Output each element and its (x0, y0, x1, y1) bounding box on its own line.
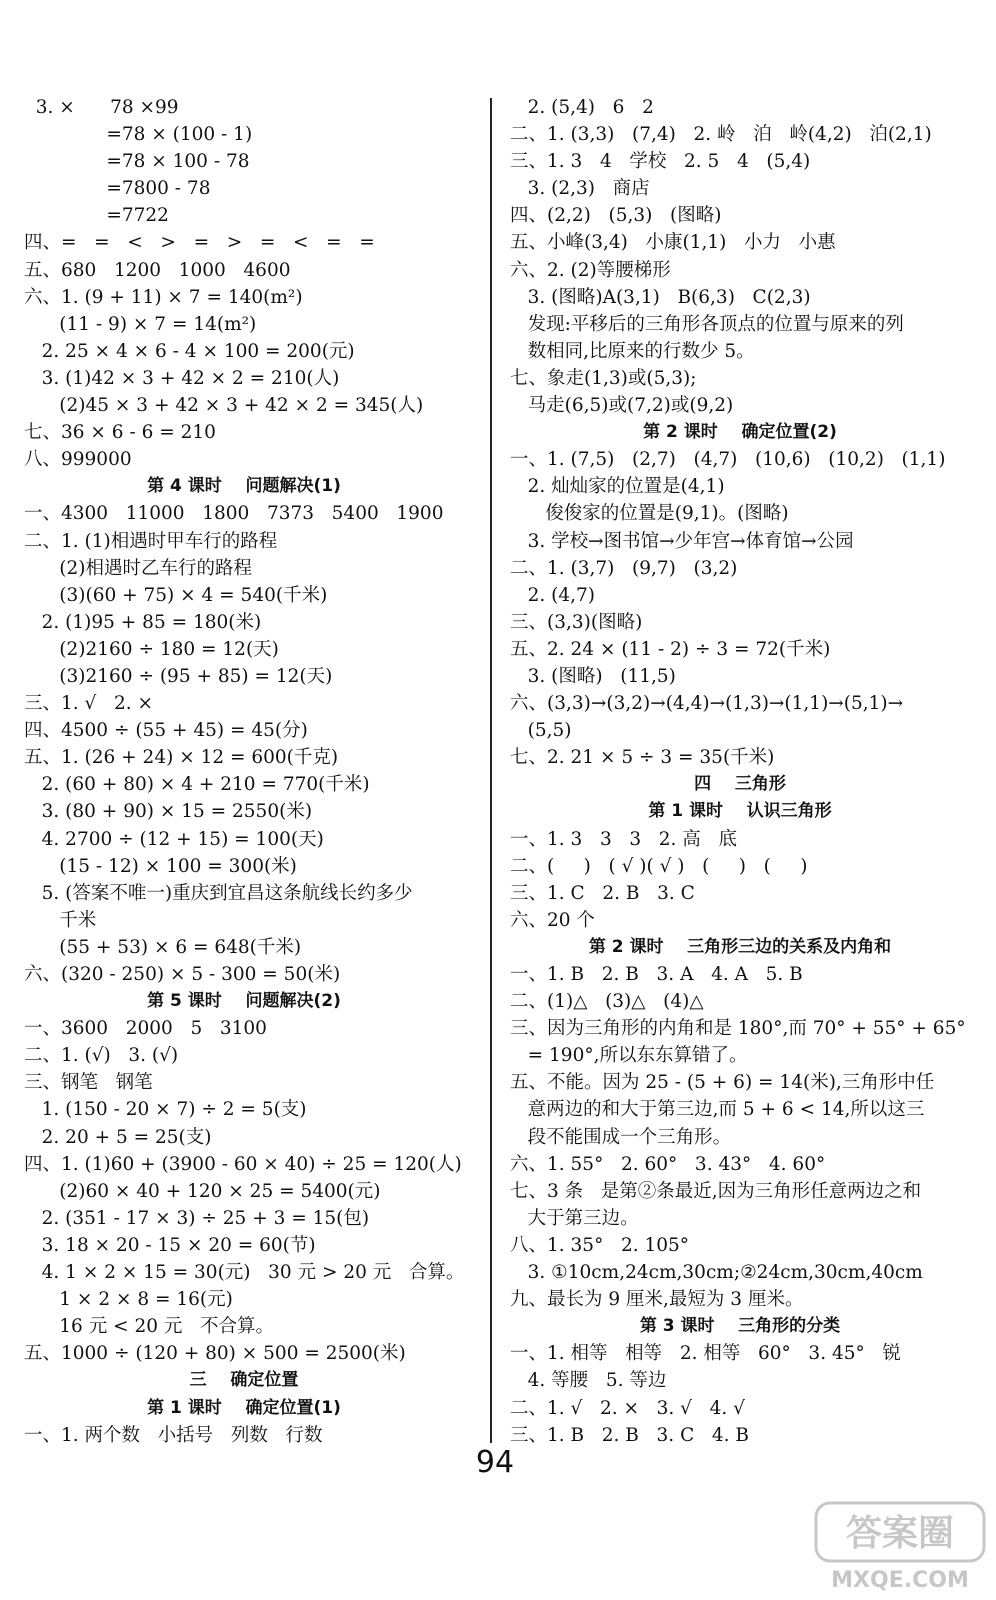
answer-line: (3)2160 ÷ (95 + 85) = 12(天) (24, 665, 333, 687)
answer-line: 八、999000 (24, 449, 132, 471)
answer-line: (2)60 × 40 + 120 × 25 = 5400(元) (24, 1180, 381, 1202)
answer-line: =7800 - 78 (24, 178, 211, 200)
answer-line: 四、4500 ÷ (55 + 45) = 45(分) (24, 720, 308, 742)
answer-line: 一、1. B 2. B 3. A 4. A 5. B (510, 964, 803, 985)
answer-line: 三、1. B 2. B 3. C 4. B (510, 1424, 749, 1446)
answer-line: 二、1. (1)相遇时甲车行的路程 (24, 530, 278, 552)
answer-line: 3. (图略) (11,5) (510, 665, 676, 687)
answer-line: 七、象走(1,3)或(5,3); (510, 367, 697, 389)
answer-line: 三、1. √ 2. × (24, 693, 153, 715)
left-column (24, 94, 464, 1449)
answer-line: 四、(2,2) (5,3) (图略) (510, 205, 722, 227)
section-heading: 第 2 课时 确定位置(2) (643, 422, 837, 443)
answer-line: 七、2. 21 × 5 ÷ 3 = 35(千米) (510, 747, 775, 769)
answer-line: 五、1000 ÷ (120 + 80) × 500 = 2500(米) (24, 1343, 406, 1365)
answer-line: 一、1. 3 3 3 2. 高 底 (510, 828, 737, 850)
answer-line: 4. 等腰 5. 等边 (510, 1370, 667, 1392)
section-heading: 四 三角形 (694, 774, 786, 795)
answer-line: 俊俊家的位置是(9,1)。(图略) (510, 503, 789, 525)
page-number: 94 (475, 1445, 515, 1480)
answer-line: 五、1. (26 + 24) × 12 = 600(千克) (24, 747, 339, 769)
answer-line: (2)相遇时乙车行的路程 (24, 557, 252, 579)
answer-line: 3. (图略)A(3,1) B(6,3) C(2,3) (510, 286, 811, 308)
answer-line: 二、1. (√) 3. (√) (24, 1045, 179, 1067)
answer-line: 2. 20 + 5 = 25(支) (24, 1126, 212, 1148)
answer-line: =78 × 100 - 78 (24, 151, 250, 173)
answer-line: 3. ①10cm,24cm,30cm;②24cm,30cm,40cm (510, 1262, 923, 1284)
answer-line: 二、1. (3,3) (7,4) 2. 岭 泊 岭(4,2) 泊(2,1) (510, 124, 932, 146)
answer-line: 二、( ) ( √ )( √ ) ( ) ( ) (510, 855, 808, 877)
answer-line: 2. (4,7) (510, 584, 596, 606)
answer-line: 七、36 × 6 - 6 = 210 (24, 422, 216, 444)
answer-line: (3)(60 + 75) × 4 = 540(千米) (24, 584, 328, 606)
answer-line: 六、(320 - 250) × 5 - 300 = 50(米) (24, 964, 341, 985)
column-divider (490, 98, 492, 1443)
section-heading: 第 2 课时 三角形三边的关系及内角和 (588, 936, 892, 957)
answer-line: (11 - 9) × 7 = 14(m²) (24, 313, 257, 335)
answer-line: 数相同,比原来的行数少 5。 (510, 340, 755, 362)
answer-line: 一、4300 11000 1800 7373 5400 1900 (24, 503, 444, 525)
answer-line: 一、3600 2000 5 3100 (24, 1018, 267, 1040)
answer-line: 五、小峰(3,4) 小康(1,1) 小力 小惠 (510, 232, 836, 254)
answer-line: 三、因为三角形的内角和是 180°,而 70° + 55° + 65° (510, 1018, 966, 1040)
watermark-logo (810, 1495, 990, 1595)
answer-line: 意两边的和大于第三边,而 5 + 6 < 14,所以这三 (510, 1099, 925, 1121)
answer-line: (15 - 12) × 100 = 300(米) (24, 855, 297, 877)
answer-line: 一、1. (7,5) (2,7) (4,7) (10,6) (10,2) (1,1) (510, 449, 946, 471)
answer-line: 2. (5,4) 6 2 (510, 97, 654, 118)
answer-line: 16 元 < 20 元 不合算。 (24, 1316, 275, 1338)
right-column (510, 94, 970, 1449)
answer-line: 二、(1)△ (3)△ (4)△ (510, 991, 704, 1013)
answer-line: 九、最长为 9 厘米,最短为 3 厘米。 (510, 1289, 804, 1311)
answer-line: 3. 学校→图书馆→少年宫→体育馆→公园 (510, 530, 854, 552)
answer-line: (5,5) (510, 720, 572, 742)
answer-line: 2. (351 - 17 × 3) ÷ 25 + 3 = 15(包) (24, 1207, 370, 1229)
answer-line: 三、钢笔 钢笔 (24, 1072, 153, 1094)
answer-line: 4. 1 × 2 × 15 = 30(元) 30 元 > 20 元 合算。 (24, 1262, 465, 1284)
answer-line: 3. (2,3) 商店 (510, 178, 650, 200)
answer-line: 五、不能。因为 25 - (5 + 6) = 14(米),三角形中任 (510, 1072, 935, 1094)
answer-line: 六、20 个 (510, 909, 595, 931)
answer-line: 七、3 条 是第②条最近,因为三角形任意两边之和 (510, 1180, 922, 1202)
answer-line: 六、1. 55° 2. 60° 3. 43° 4. 60° (510, 1153, 826, 1175)
answer-line: 一、1. 相等 相等 2. 相等 60° 3. 45° 锐 (510, 1343, 901, 1365)
answer-line: =7722 (24, 205, 169, 227)
answer-line: 2. 灿灿家的位置是(4,1) (510, 476, 725, 498)
answer-line: 1 × 2 × 8 = 16(元) (24, 1289, 233, 1311)
watermark-top-text: 答案圈 (845, 1513, 955, 1554)
answer-line: 段不能围成一个三角形。 (510, 1126, 732, 1148)
answer-line: 一、1. 两个数 小括号 列数 行数 (24, 1424, 323, 1446)
answer-line: 六、1. (9 + 11) × 7 = 140(m²) (24, 286, 303, 308)
answer-line: 六、(3,3)→(3,2)→(4,4)→(1,3)→(1,1)→(5,1)→ (510, 693, 904, 715)
answer-line: 2. (60 + 80) × 4 + 210 = 770(千米) (24, 774, 370, 796)
answer-line: 三、(3,3)(图略) (510, 611, 643, 633)
answer-line: 3. × 78 ×99 (24, 97, 179, 118)
answer-line: 5. (答案不唯一)重庆到宜昌这条航线长约多少 (24, 882, 413, 904)
answer-line: 千米 (24, 909, 97, 931)
answer-line: 五、680 1200 1000 4600 (24, 259, 291, 281)
answer-line: (2)45 × 3 + 42 × 3 + 42 × 2 = 345(人) (24, 395, 424, 417)
answer-line: 马走(6,5)或(7,2)或(9,2) (510, 395, 734, 417)
answer-line: 四、= = < > = > = < = = (24, 232, 375, 254)
answer-line: 四、1. (1)60 + (3900 - 60 × 40) ÷ 25 = 120(人) (24, 1153, 462, 1175)
answer-line: 二、1. √ 2. × 3. √ 4. √ (510, 1397, 745, 1419)
section-heading: 第 4 课时 问题解决(1) (147, 476, 341, 497)
section-heading: 第 1 课时 确定位置(1) (147, 1397, 341, 1418)
answer-line: 大于第三边。 (510, 1207, 639, 1229)
answer-line: 2. (1)95 + 85 = 180(米) (24, 611, 262, 633)
watermark-bottom-text: MXQE.COM (831, 1568, 969, 1593)
answer-line: 六、2. (2)等腰梯形 (510, 259, 671, 281)
section-heading: 第 1 课时 认识三角形 (648, 801, 832, 822)
answer-line: 五、2. 24 × (11 - 2) ÷ 3 = 72(千米) (510, 638, 831, 660)
answer-line: (55 + 53) × 6 = 648(千米) (24, 936, 302, 958)
answer-line: 二、1. (3,7) (9,7) (3,2) (510, 557, 738, 579)
answer-line: 3. (80 + 90) × 15 = 2550(米) (24, 801, 313, 823)
answer-line: = 190°,所以东东算错了。 (510, 1045, 748, 1067)
answer-line: (2)2160 ÷ 180 = 12(天) (24, 638, 279, 660)
answer-line: 3. 18 × 20 - 15 × 20 = 60(节) (24, 1234, 316, 1256)
answer-line: 4. 2700 ÷ (12 + 15) = 100(天) (24, 828, 324, 850)
answer-line: 三、1. 3 4 学校 2. 5 4 (5,4) (510, 151, 811, 173)
answer-line: 1. (150 - 20 × 7) ÷ 2 = 5(支) (24, 1099, 307, 1121)
answer-line: 3. (1)42 × 3 + 42 × 2 = 210(人) (24, 367, 340, 389)
answer-line: 八、1. 35° 2. 105° (510, 1234, 690, 1256)
section-heading: 三 确定位置 (189, 1370, 299, 1391)
answer-line: 三、1. C 2. B 3. C (510, 882, 695, 904)
section-heading: 第 5 课时 问题解决(2) (147, 991, 341, 1012)
answer-line: =78 × (100 - 1) (24, 124, 253, 146)
section-heading: 第 3 课时 三角形的分类 (639, 1316, 841, 1337)
answer-line: 发现:平移后的三角形各顶点的位置与原来的列 (510, 313, 904, 335)
answer-line: 2. 25 × 4 × 6 - 4 × 100 = 200(元) (24, 340, 355, 362)
